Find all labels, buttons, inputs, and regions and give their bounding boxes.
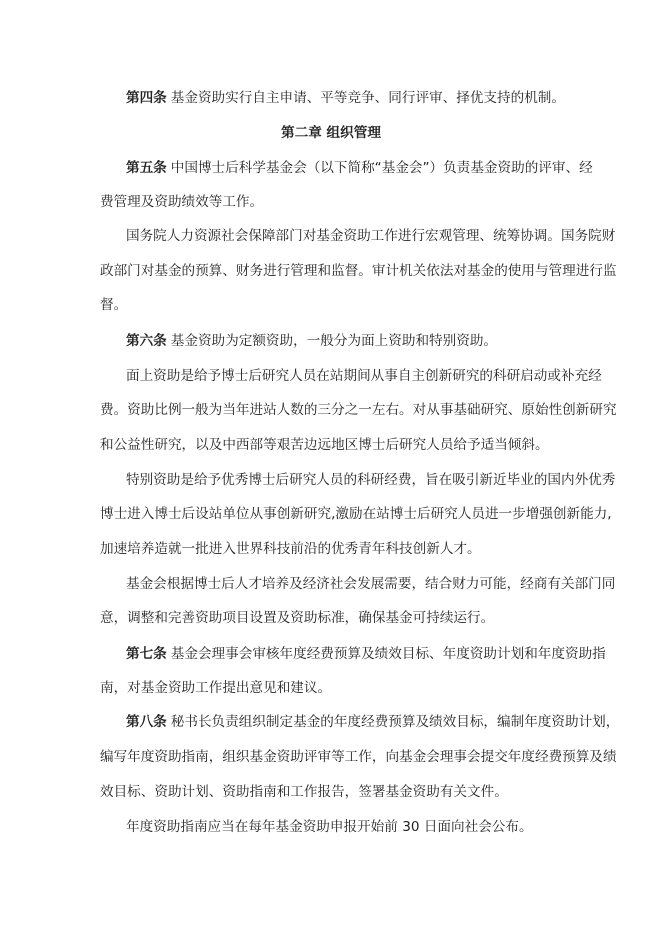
article-number: 第五条 [126, 160, 167, 176]
article-line [126, 712, 620, 732]
text-line [100, 435, 563, 455]
text-line [126, 817, 563, 837]
line-text: 基金资助为定额资助，一般分为面上资助和特别资助。 [170, 333, 498, 349]
article-line [126, 644, 606, 664]
text-line [126, 226, 616, 246]
line-text: 费管理及资助绩效等工作。 [100, 194, 264, 210]
line-text: 费。资助比例一般为当年进站人数的三分之一左右。对从事基础研究、原始性创新研究 [100, 402, 617, 418]
line-text: 督。 [100, 297, 128, 313]
line-text: 意，调整和完善资助项目设置及资助标准，确保基金可持续运行。 [100, 610, 495, 626]
text-line [126, 366, 602, 386]
line-text: 和公益性研究，以及中西部等艰苦边远地区博士后研究人员给予适当倾斜。 [100, 437, 549, 453]
text-line [100, 608, 563, 628]
line-text: 特别资助是给予优秀博士后研究人员的科研经费，旨在吸引新近毕业的国内外优秀 [126, 472, 616, 488]
text-line [100, 539, 563, 559]
text-line [126, 574, 616, 594]
line-text: 中国博士后科学基金会（以下简称“基金会”）负责基金资助的评审、经 [170, 160, 593, 176]
line-text: 南，对基金资助工作提出意见和建议。 [100, 680, 332, 696]
line-text: 年度资助指南应当在每年基金资助申报开始前 30 日面向社会公布。 [126, 819, 533, 835]
line-text: 基金资助实行自主申请、平等竞争、同行评审、择优支持的机制。 [170, 90, 565, 106]
text-line [100, 295, 563, 315]
text-line [100, 261, 617, 281]
line-text: 加速培养造就一批进入世界科技前沿的优秀青年科技创新人才。 [100, 541, 481, 557]
article-number: 第四条 [126, 90, 167, 106]
line-text: 基金会根据博士后人才培养及经济社会发展需要，结合财力可能，经商有关部门同 [126, 576, 616, 592]
line-text: 基金会理事会审核年度经费预算及绩效目标、年度资助计划和年度资助指 [170, 646, 606, 662]
text-line [100, 192, 563, 212]
line-text: 秘书长负责组织制定基金的年度经费预算及绩效目标，编制年度资助计划， [170, 714, 620, 730]
text-line [100, 504, 612, 524]
chapter-heading: 第二章 组织管理 [281, 125, 381, 141]
article-number: 第六条 [126, 333, 167, 349]
article-line [126, 331, 563, 351]
article-number: 第七条 [126, 646, 167, 662]
line-text: 面上资助是给予博士后研究人员在站期间从事自主创新研究的科研启动或补充经 [126, 368, 602, 384]
text-line [100, 400, 617, 420]
article-line [126, 158, 593, 178]
text-line [100, 782, 563, 802]
line-text: 政部门对基金的预算、财务进行管理和监督。审计机关依法对基金的使用与管理进行监 [100, 263, 617, 279]
text-line [126, 470, 616, 490]
line-text: 编写年度资助指南，组织基金资助评审等工作，向基金会理事会提交年度经费预算及绩 [100, 749, 617, 765]
text-line [100, 747, 617, 767]
line-text: 效目标、资助计划、资助指南和工作报告，签署基金资助有关文件。 [100, 784, 508, 800]
article-number: 第八条 [126, 714, 167, 730]
text-line [100, 678, 563, 698]
line-text: 博士进入博士后设站单位从事创新研究,激励在站博士后研究人员进一步增强创新能力, [100, 506, 612, 522]
line-text: 国务院人力资源社会保障部门对基金资助工作进行宏观管理、统筹协调。国务院财 [126, 228, 616, 244]
article-line [126, 88, 563, 108]
